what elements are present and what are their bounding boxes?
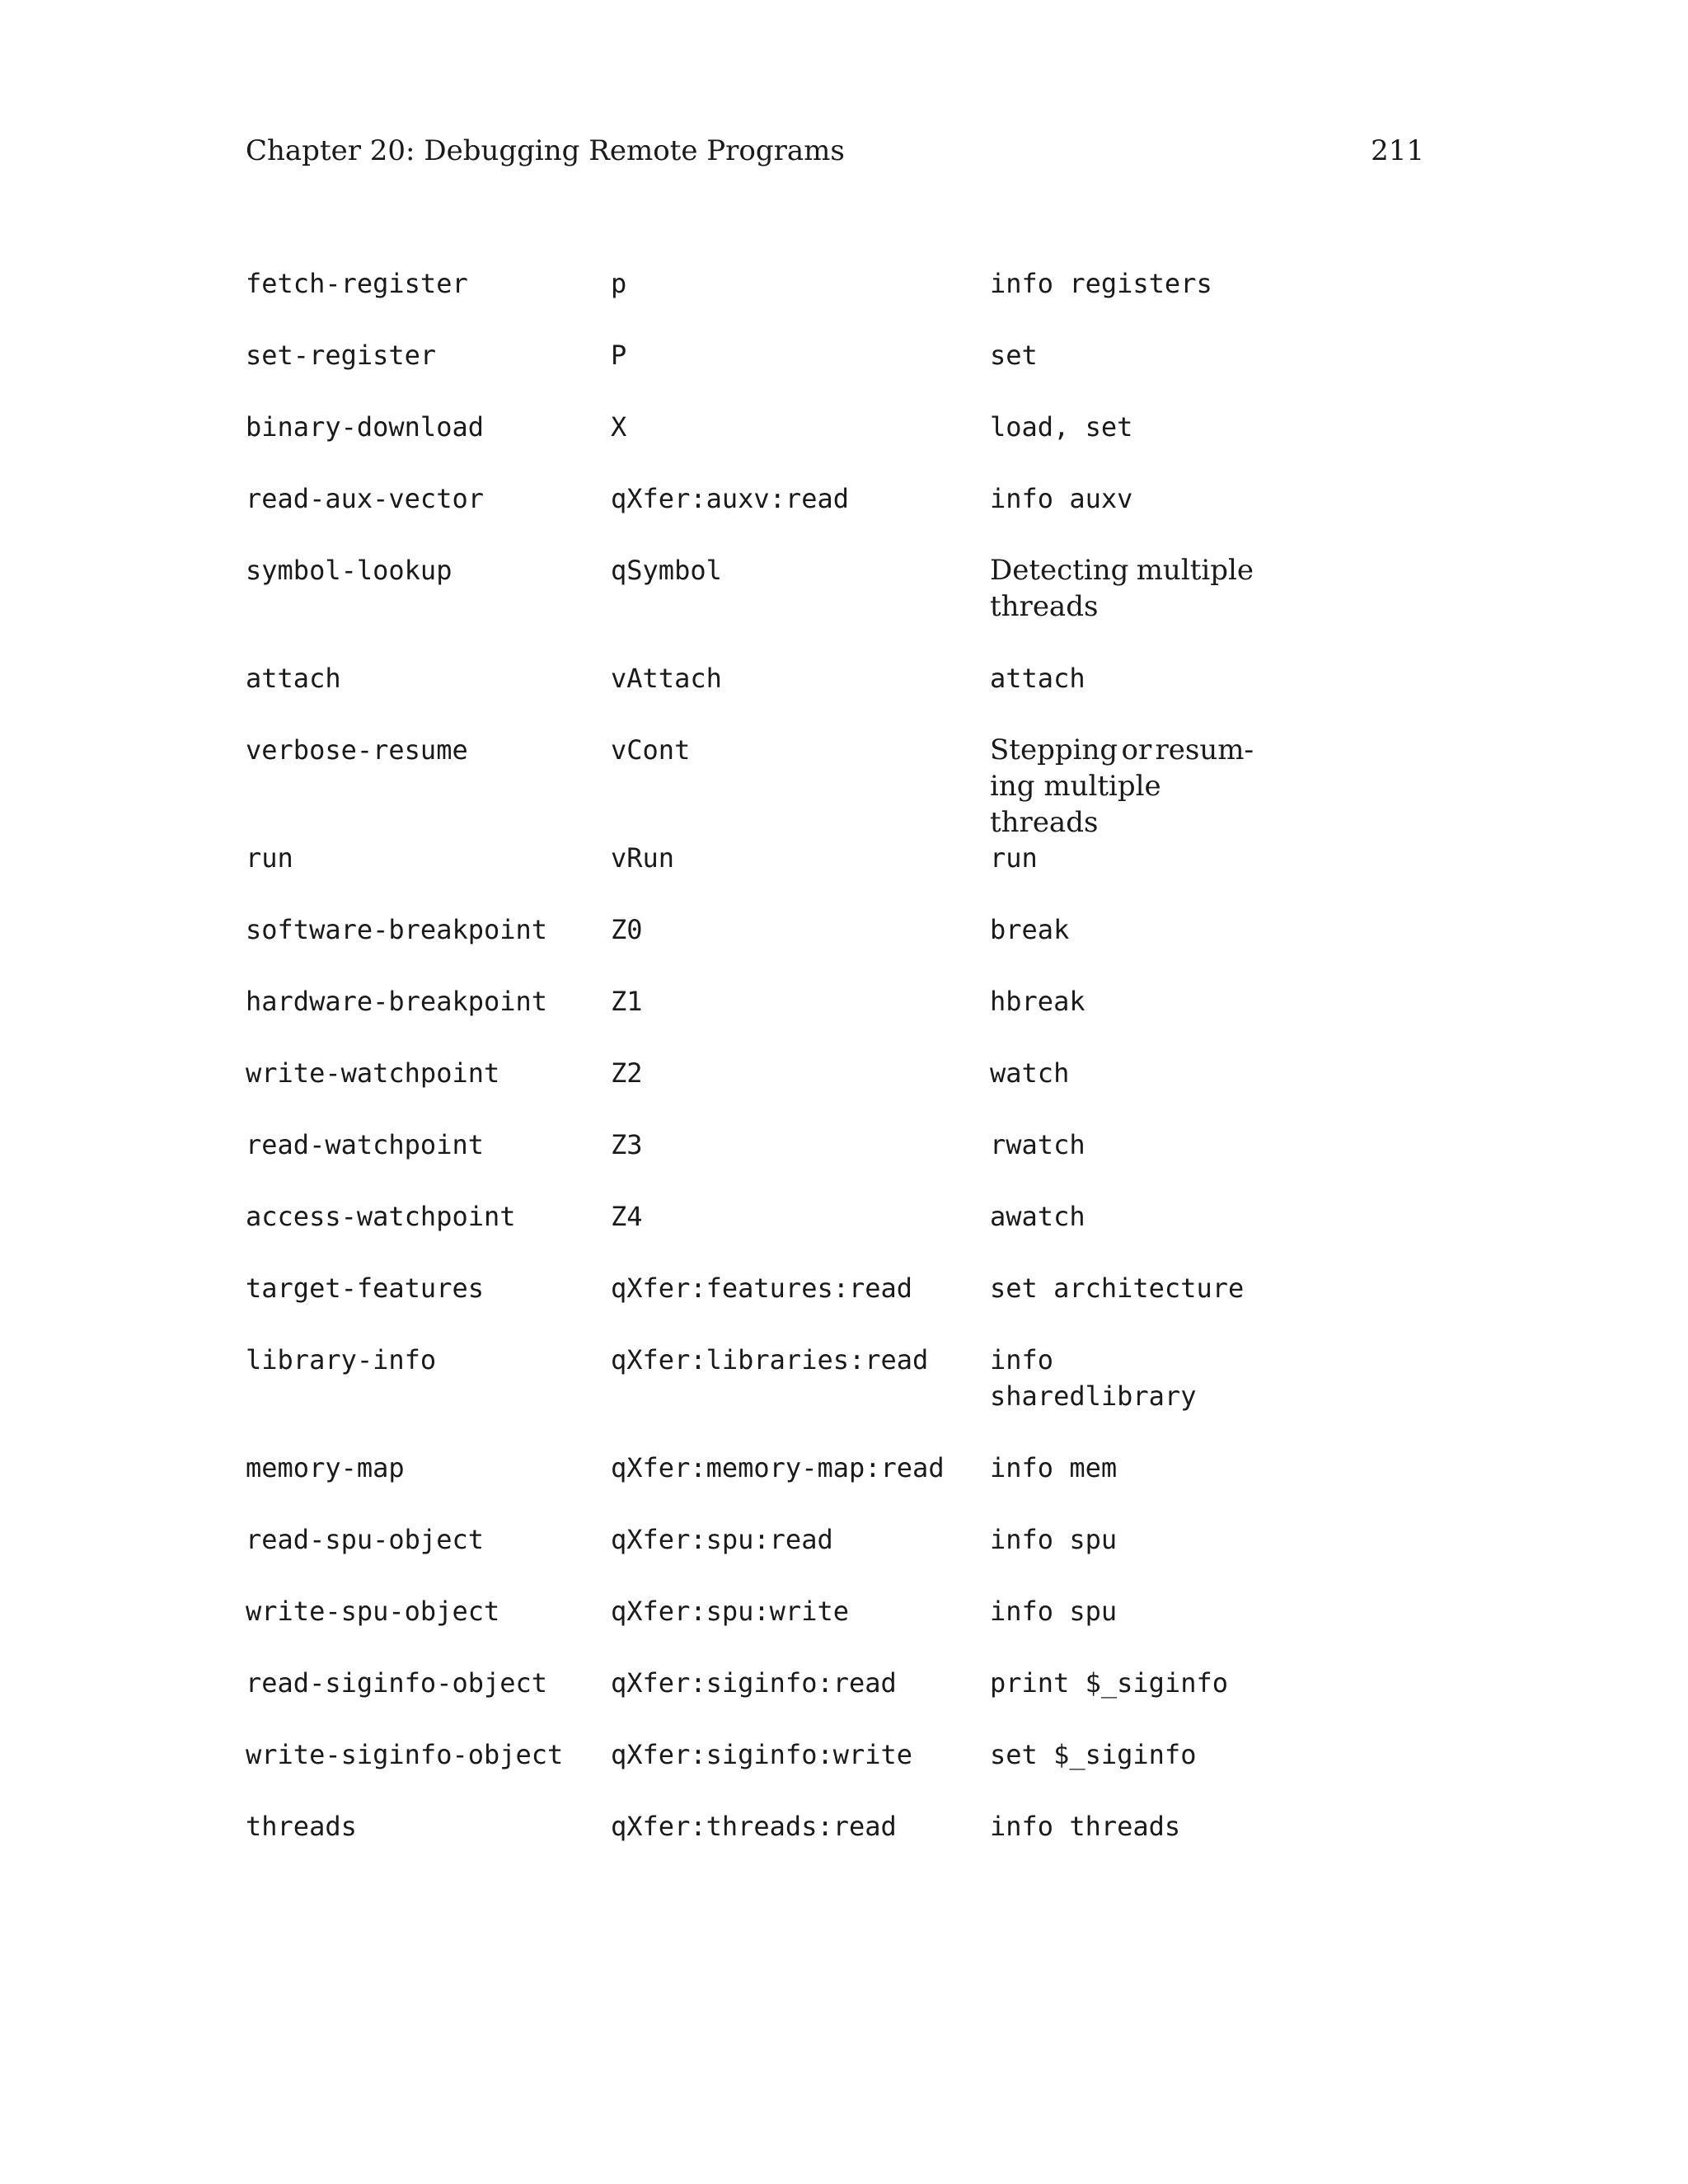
table-row: [246, 1593, 1268, 1665]
page-number: 211: [1371, 134, 1424, 167]
command-line: [990, 732, 1254, 768]
table-row: [246, 732, 1268, 840]
packet-name: qXfer:spu:read: [611, 1524, 833, 1555]
feature-name: threads: [246, 1811, 357, 1842]
packet-name: Z4: [611, 1201, 643, 1232]
command-word: Stepping: [990, 733, 1118, 766]
related-command: info spu: [990, 1596, 1118, 1627]
related-command: rwatch: [990, 1129, 1085, 1160]
feature-name: binary-download: [246, 411, 484, 443]
table-row: [246, 552, 1268, 660]
feature-name: hardware-breakpoint: [246, 986, 548, 1017]
packet-name: qXfer:spu:write: [611, 1596, 849, 1627]
table-row: [246, 1665, 1268, 1736]
table-row: [246, 983, 1268, 1055]
related-command: set architecture: [990, 1272, 1245, 1304]
command-word: Detecting: [990, 554, 1129, 587]
packet-name: qXfer:siginfo:read: [611, 1667, 897, 1699]
command-line: [990, 552, 1254, 588]
related-command: info spu: [990, 1524, 1118, 1555]
feature-name: fetch-register: [246, 268, 468, 299]
packet-name: qXfer:features:read: [611, 1272, 913, 1304]
packet-name: vAttach: [611, 663, 722, 694]
related-command: [990, 732, 1254, 841]
related-command: print $_siginfo: [990, 1667, 1228, 1699]
packet-name: p: [611, 268, 627, 299]
feature-name: write-watchpoint: [246, 1057, 500, 1089]
table-row: [246, 1808, 1268, 1880]
related-command: set: [990, 340, 1038, 371]
related-command: [990, 1342, 1254, 1414]
command-line: ing multiple threads: [990, 770, 1161, 839]
related-command: hbreak: [990, 986, 1085, 1017]
packet-name: Z3: [611, 1129, 643, 1160]
table-row: [246, 1127, 1268, 1198]
command-line: sharedlibrary: [990, 1380, 1197, 1412]
table-row: [246, 1270, 1268, 1342]
feature-name: read-siginfo-object: [246, 1667, 548, 1699]
command-word: or: [1121, 733, 1152, 766]
related-command: load, set: [990, 411, 1133, 443]
related-command: break: [990, 914, 1070, 945]
packet-name: vCont: [611, 734, 691, 766]
related-command: [990, 552, 1254, 625]
table-row: [246, 1198, 1268, 1270]
related-command: run: [990, 842, 1038, 874]
feature-name: attach: [246, 663, 341, 694]
feature-name: write-spu-object: [246, 1596, 500, 1627]
packet-name: vRun: [611, 842, 675, 874]
command-word: resum-: [1155, 733, 1254, 766]
packet-name: qXfer:siginfo:write: [611, 1739, 913, 1770]
remote-feature-table: [246, 265, 1268, 1880]
feature-name: verbose-resume: [246, 734, 468, 766]
feature-name: write-siginfo-object: [246, 1739, 564, 1770]
feature-name: read-spu-object: [246, 1524, 484, 1555]
feature-name: access-watchpoint: [246, 1201, 516, 1232]
feature-name: memory-map: [246, 1452, 405, 1483]
packet-name: Z1: [611, 986, 643, 1017]
command-line: info: [990, 1344, 1054, 1376]
packet-name: Z2: [611, 1057, 643, 1089]
packet-name: qSymbol: [611, 555, 722, 586]
packet-name: X: [611, 411, 627, 443]
command-line: threads: [990, 590, 1099, 623]
table-row: [246, 265, 1268, 337]
packet-name: qXfer:libraries:read: [611, 1344, 929, 1376]
feature-name: software-breakpoint: [246, 914, 548, 945]
packet-name: qXfer:auxv:read: [611, 483, 849, 514]
feature-name: library-info: [246, 1344, 437, 1376]
feature-name: read-watchpoint: [246, 1129, 484, 1160]
related-command: watch: [990, 1057, 1070, 1089]
table-row: [246, 840, 1268, 912]
packet-name: qXfer:threads:read: [611, 1811, 897, 1842]
chapter-title: Chapter 20: Debugging Remote Programs: [246, 134, 845, 167]
related-command: attach: [990, 663, 1085, 694]
table-row: [246, 1055, 1268, 1127]
feature-name: read-aux-vector: [246, 483, 484, 514]
table-row: [246, 337, 1268, 409]
table-row: [246, 1450, 1268, 1521]
feature-name: symbol-lookup: [246, 555, 452, 586]
table-row: [246, 1736, 1268, 1808]
related-command: info threads: [990, 1811, 1181, 1842]
packet-name: qXfer:memory-map:read: [611, 1452, 945, 1483]
related-command: info auxv: [990, 483, 1133, 514]
table-row: [246, 409, 1268, 480]
related-command: info mem: [990, 1452, 1118, 1483]
feature-name: target-features: [246, 1272, 484, 1304]
table-row: [246, 1521, 1268, 1593]
table-row: [246, 480, 1268, 552]
table-row: [246, 912, 1268, 983]
related-command: set $_siginfo: [990, 1739, 1197, 1770]
table-row: [246, 1342, 1268, 1450]
running-head: [246, 130, 1424, 171]
packet-name: Z0: [611, 914, 643, 945]
command-word: multiple: [1136, 554, 1254, 587]
related-command: awatch: [990, 1201, 1085, 1232]
table-row: [246, 660, 1268, 732]
related-command: info registers: [990, 268, 1212, 299]
packet-name: P: [611, 340, 627, 371]
feature-name: run: [246, 842, 293, 874]
feature-name: set-register: [246, 340, 437, 371]
